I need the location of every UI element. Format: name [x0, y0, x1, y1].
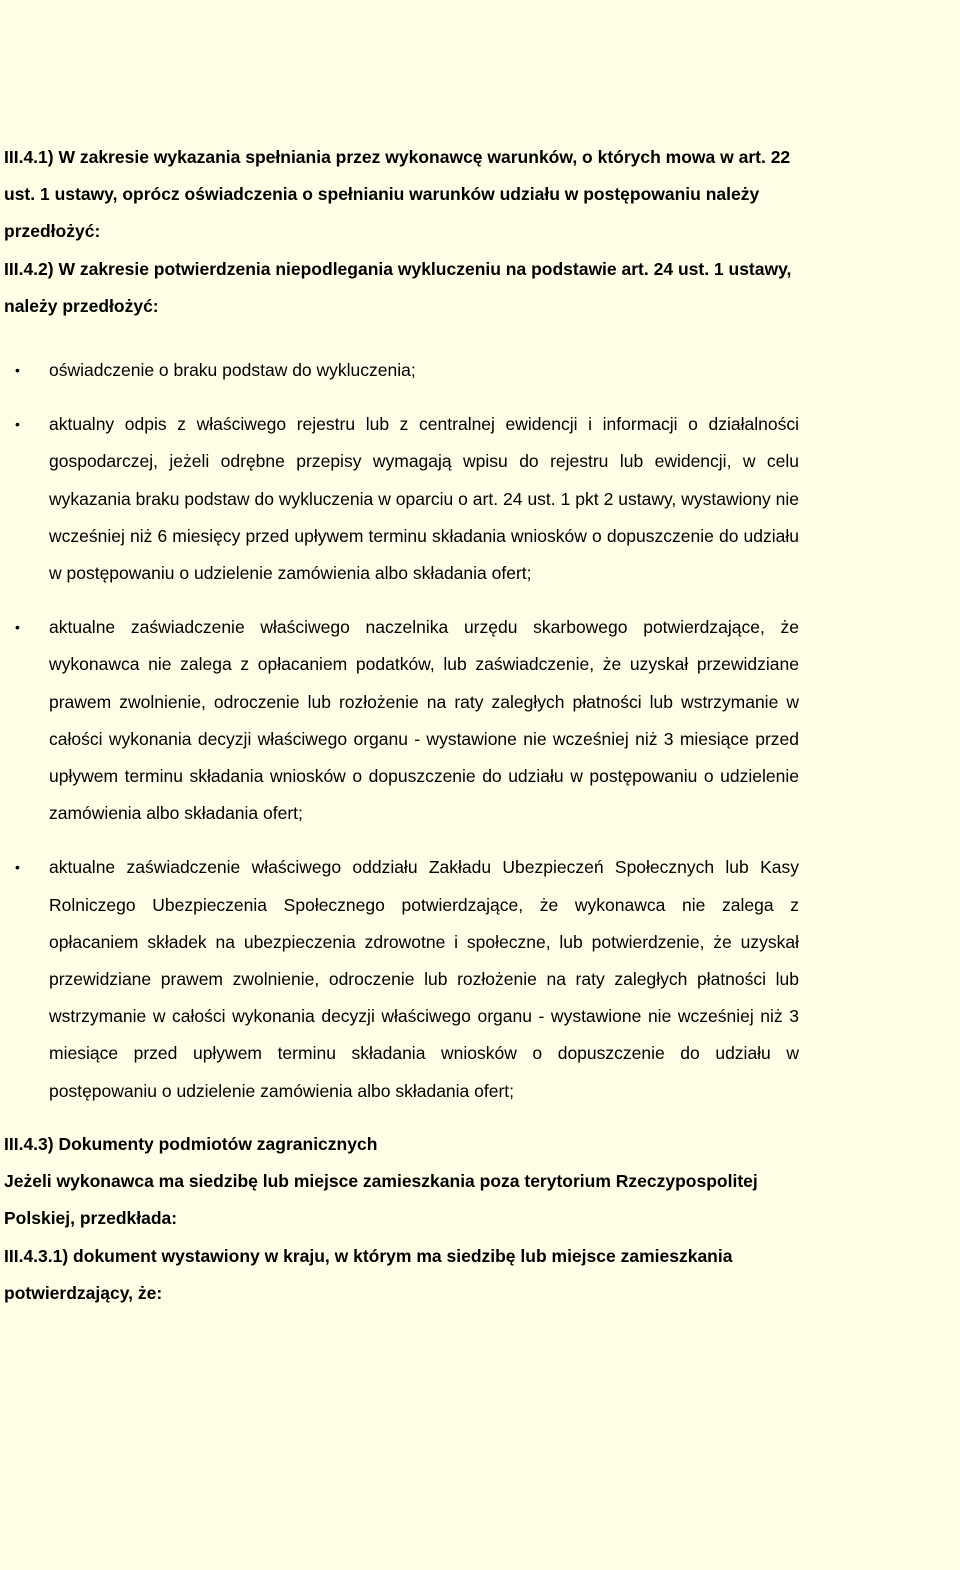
list-item	[0, 406, 799, 592]
bullet-icon: •	[15, 362, 20, 378]
list-item	[0, 352, 799, 389]
section-iii-4-3-1: III.4.3.1) dokument wystawiony w kraju, w którym ma siedzibę lub miejsce zamieszkania potwierdzający, że:	[4, 1246, 733, 1304]
section-iii-4-3-heading: III.4.3) Dokumenty podmiotów zagranicznych	[4, 1134, 378, 1154]
list-item-text: aktualne zaświadczenie właściwego oddziału Zakładu Ubezpieczeń Społecznych lub Kasy Rolniczego Ubezpieczenia Społecznego potwierdzające, że wykonawca nie zalega z opłacaniem składek na ubezpieczenia zdrowotne i społeczne, lub potwierdzenie, że uzyskał przewidziane prawem zwolnienie, odroczenie lub rozłożenie na raty zaległych płatności lub wstrzymanie w całości wykonania decyzji właściwego organu - wystawione nie wcześniej niż 3 miesiące przed upływem terminu składania wniosków o dopuszczenie do udziału w postępowaniu o udzielenie zamówienia albo składania ofert;	[49, 857, 799, 1101]
bullet-icon: •	[15, 416, 20, 433]
list-item	[0, 609, 799, 832]
bullet-icon: •	[15, 619, 20, 636]
list-item	[0, 849, 799, 1109]
list-item-text: aktualny odpis z właściwego rejestru lub z centralnej ewidencji i informacji o działalności gospodarczej, jeżeli odrębne przepisy wymagają wpisu do rejestru lub ewidencji, w celu wykazania braku podstaw do wykluczenia w oparciu o art. 24 ust. 1 pkt 2 ustawy, wystawiony nie wcześniej niż 6 miesięcy przed upływem terminu składania wniosków o dopuszczenie do udziału w postępowaniu o udzielenie zamówienia albo składania ofert;	[49, 414, 799, 584]
list-item-text: aktualne zaświadczenie właściwego naczelnika urzędu skarbowego potwierdzające, że wykonawca nie zalega z opłacaniem podatków, lub zaświadczenie, że uzyskał przewidziane prawem zwolnienie, odroczenie lub rozłożenie na raty zaległych płatności lub wstrzymanie w całości wykonania decyzji właściwego organu - wystawione nie wcześniej niż 3 miesiące przed upływem terminu składania wniosków o dopuszczenie do udziału w postępowaniu o udzielenie zamówienia albo składania ofert;	[49, 617, 799, 824]
section-iii-4-3-intro: Jeżeli wykonawca ma siedzibę lub miejsce zamieszkania poza terytorium Rzeczypospolitej Polskiej, przedkłada:	[4, 1171, 758, 1229]
section-iii-4-1: III.4.1) W zakresie wykazania spełniania przez wykonawcę warunków, o których mowa w art. 22 ust. 1 ustawy, oprócz oświadczenia o spełnianiu warunków udziału w postępowaniu należy przedłożyć:	[4, 147, 791, 242]
required-documents-list	[0, 352, 960, 1127]
list-item-text: oświadczenie o braku podstaw do wykluczenia;	[49, 360, 416, 380]
section-iii-4-2: III.4.2) W zakresie potwierdzenia niepodlegania wykluczeniu na podstawie art. 24 ust. 1 ustawy, należy przedłożyć:	[4, 259, 792, 317]
bullet-icon: •	[15, 859, 20, 876]
